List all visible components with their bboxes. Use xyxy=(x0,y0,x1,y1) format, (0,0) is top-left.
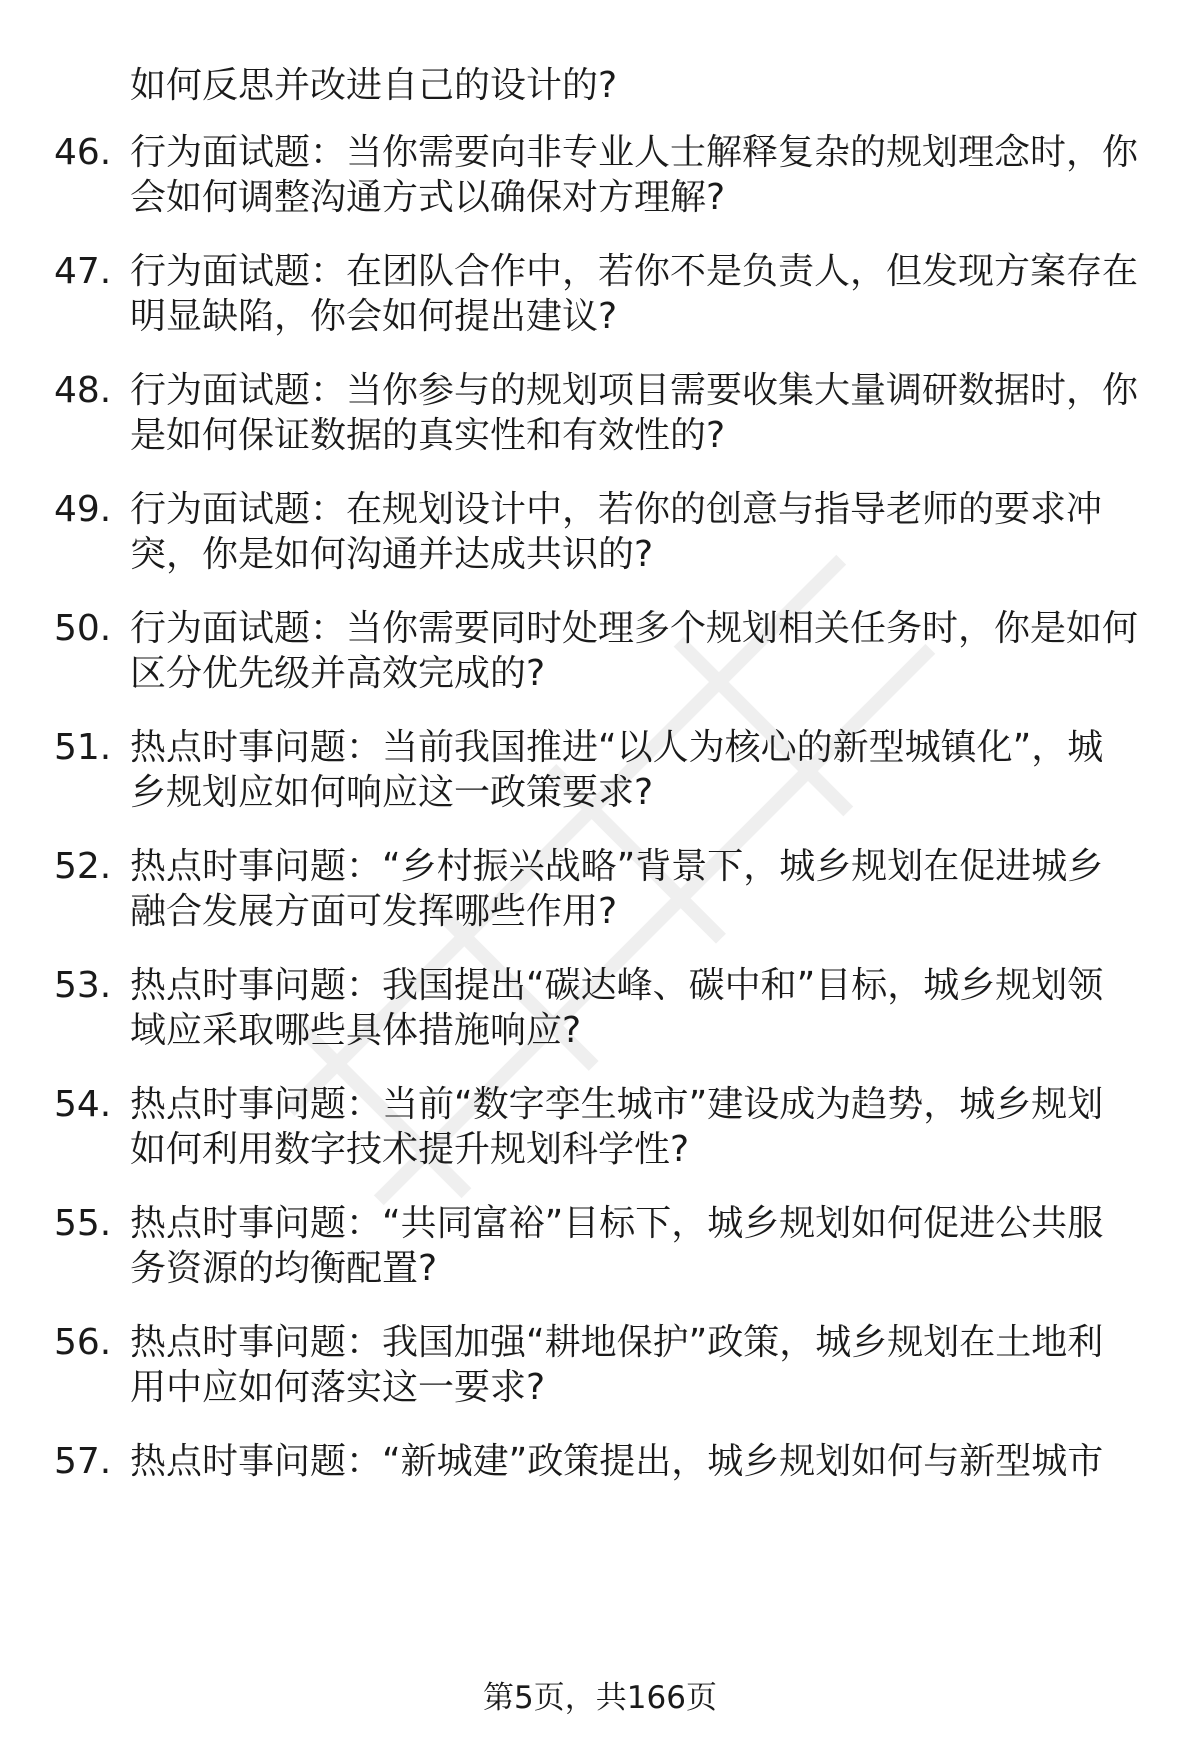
question-52-text-2: 融合发展方面可发挥哪些作用? xyxy=(130,891,618,932)
question-46-text-1: 行为面试题：当你需要向非专业人士解释复杂的规划理念时，你 xyxy=(130,132,1139,173)
question-48-text-2: 是如何保证数据的真实性和有效性的? xyxy=(130,415,726,456)
question-54-number: 54. xyxy=(54,1084,112,1125)
question-54-text-2: 如何利用数字技术提升规划科学性? xyxy=(130,1129,690,1170)
question-52-text-1: 热点时事问题：“乡村振兴战略”背景下，城乡规划在促进城乡 xyxy=(130,846,1104,887)
question-57-text-1: 热点时事问题：“新城建”政策提出，城乡规划如何与新型城市 xyxy=(130,1441,1104,1482)
question-50-text-2: 区分优先级并高效完成的? xyxy=(130,653,546,694)
question-47-text-1: 行为面试题：在团队合作中，若你不是负责人，但发现方案存在 xyxy=(130,251,1139,292)
question-51-number: 51. xyxy=(54,727,112,768)
question-55-text-1: 热点时事问题：“共同富裕”目标下，城乡规划如何促进公共服 xyxy=(130,1203,1104,1244)
question-57-number: 57. xyxy=(54,1441,112,1482)
question-52-number: 52. xyxy=(54,846,112,887)
question-56-text-2: 用中应如何落实这一要求? xyxy=(130,1367,546,1408)
question-50-text-1: 行为面试题：当你需要同时处理多个规划相关任务时，你是如何 xyxy=(130,608,1139,649)
question-55-text-2: 务资源的均衡配置? xyxy=(130,1248,438,1289)
question-56-text-1: 热点时事问题：我国加强“耕地保护”政策，城乡规划在土地利 xyxy=(130,1322,1104,1363)
question-51-text-2: 乡规划应如何响应这一政策要求? xyxy=(130,772,654,813)
intro-continuation: 如何反思并改进自己的设计的? xyxy=(130,65,618,106)
question-50-number: 50. xyxy=(54,608,112,649)
question-49-text-1: 行为面试题：在规划设计中，若你的创意与指导老师的要求冲 xyxy=(130,489,1103,530)
question-47-number: 47. xyxy=(54,251,112,292)
question-46-text-2: 会如何调整沟通方式以确保对方理解? xyxy=(130,177,726,218)
question-53-number: 53. xyxy=(54,965,112,1006)
page-footer: 第5页，共166页 xyxy=(483,1680,717,1716)
question-47-text-2: 明显缺陷，你会如何提出建议? xyxy=(130,296,618,337)
question-55-number: 55. xyxy=(54,1203,112,1244)
question-48-text-1: 行为面试题：当你参与的规划项目需要收集大量调研数据时，你 xyxy=(130,370,1139,411)
question-48-number: 48. xyxy=(54,370,112,411)
question-54-text-1: 热点时事问题：当前“数字孪生城市”建设成为趋势，城乡规划 xyxy=(130,1084,1104,1125)
question-46-number: 46. xyxy=(54,132,112,173)
question-53-text-2: 域应采取哪些具体措施响应? xyxy=(130,1010,582,1051)
question-56-number: 56. xyxy=(54,1322,112,1363)
question-51-text-1: 热点时事问题：当前我国推进“以人为核心的新型城镇化”，城 xyxy=(130,727,1104,768)
question-49-number: 49. xyxy=(54,489,112,530)
question-53-text-1: 热点时事问题：我国提出“碳达峰、碳中和”目标，城乡规划领 xyxy=(130,965,1104,1006)
question-49-text-2: 突，你是如何沟通并达成共识的? xyxy=(130,534,654,575)
